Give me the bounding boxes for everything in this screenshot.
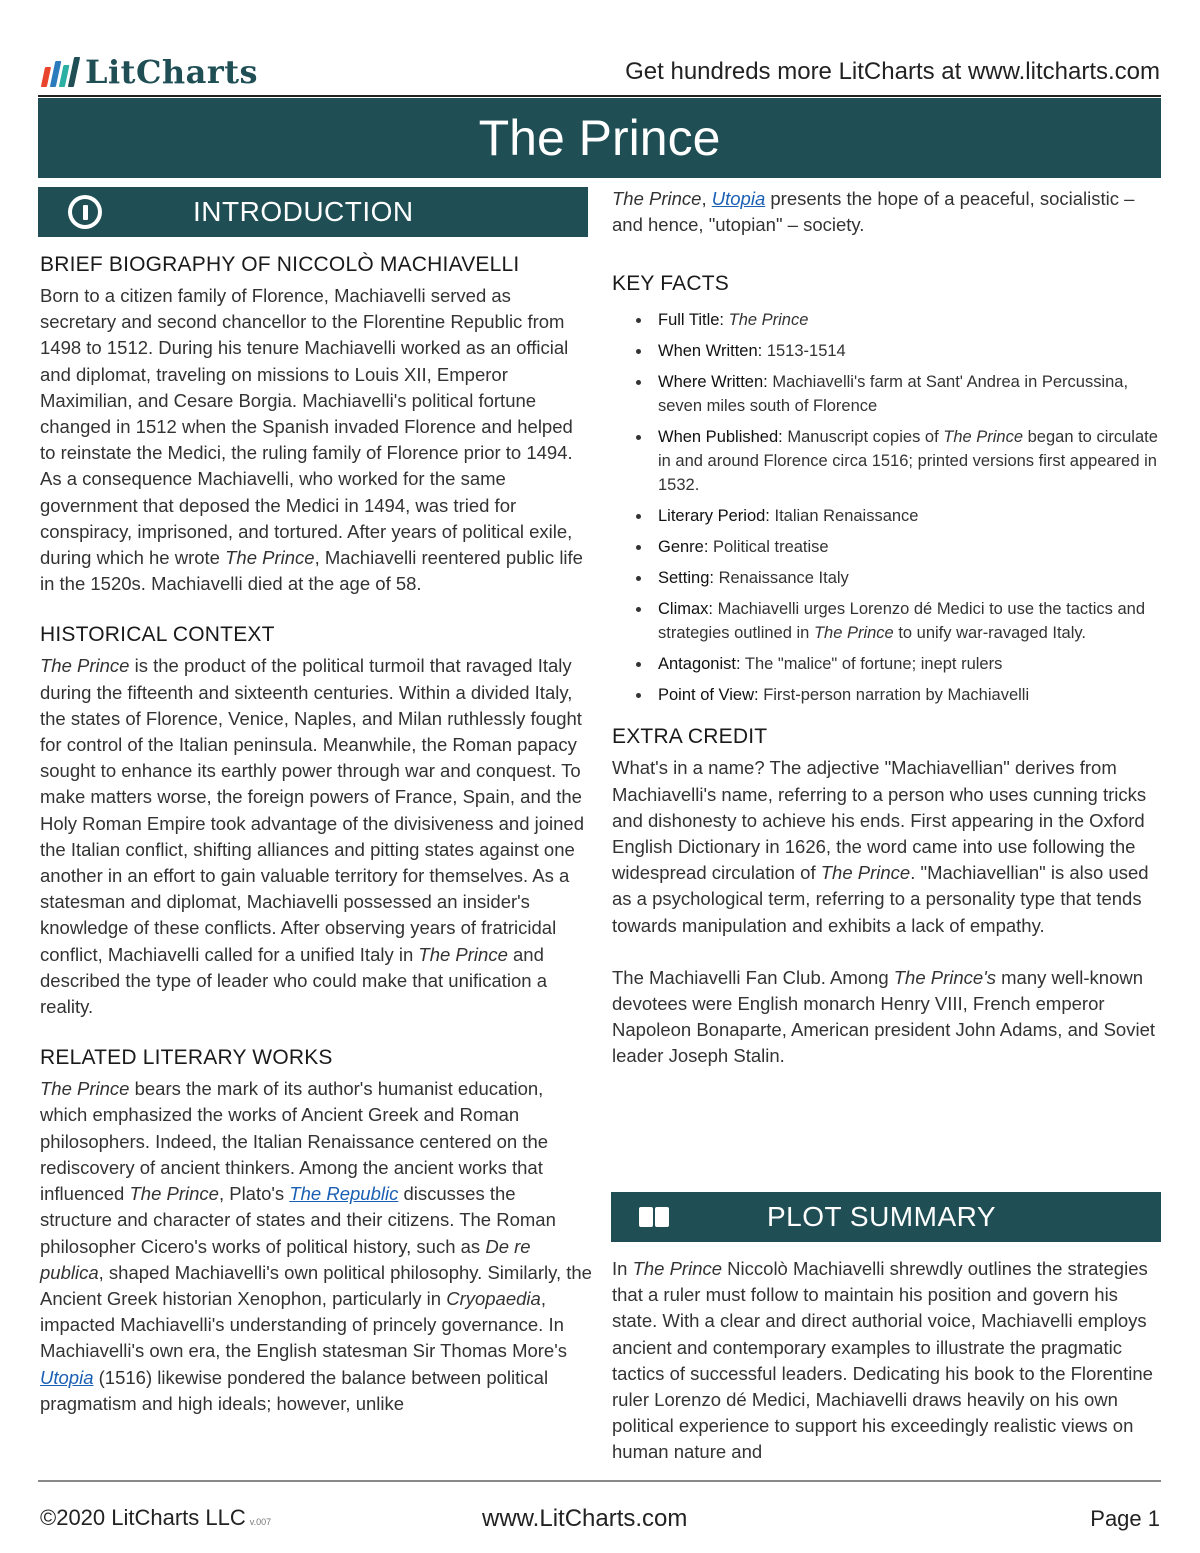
- litcharts-logo[interactable]: [44, 52, 258, 92]
- key-fact-item: Point of View: First-person narration by Machiavelli: [612, 683, 1164, 707]
- bio-paragraph: Born to a citizen family of Florence, Machiavelli served as secretary and second chancellor to the Florentine Republic from 1498 to 1512. During his tenure Machiavelli worked as an official and diplomat, traveling on missions to Louis XII, Emperor Maximilian, and Cesare Borgia. Machiavelli's political fortune changed in 1512 when the Spanish invaded Florence and helped to reinstate the Medici, the ruling family of Florence prior to 1494. As a consequence Machiavelli, who worked for the same government that deposed the Medici in 1494, was tried for conspiracy, imprisoned, and tortured. After years of political exile, during which he wrote The Prince, Machiavelli reentered public life in the 1520s. Machiavelli died at the age of 58.: [40, 285, 583, 595]
- plot-summary-banner: [611, 1192, 1161, 1242]
- header-divider: [38, 95, 1161, 97]
- brand-name: LitCharts: [85, 53, 259, 91]
- related-works-paragraph: The Prince bears the mark of its author's humanist education, which emphasized the works of Ancient Greek and Roman philosophers. Indeed, the Italian Renaissance centered on the rediscovery of ancient thinkers. Among the ancient works that influenced The Prince, Plato's The Republic discusses the structure and character of states and their citizens. The Roman philosopher Cicero's works of political history, such as De re publica, shaped Machiavelli's own political philosophy. Similarly, the Ancient Greek historian Xenophon, particularly in Cryopaedia, impacted Machiavelli's understanding of princely governance. In Machiavelli's own era, the English statesman Sir Thomas More's Utopia (1516) likewise pondered the balance between political pragmatism and high ideals; however, unlike: [40, 1078, 592, 1414]
- utopia-link-2[interactable]: Utopia: [711, 188, 766, 209]
- key-facts-list: [612, 308, 1164, 707]
- plot-summary-label: PLOT SUMMARY: [767, 1201, 997, 1232]
- plot-summary-text: [612, 1256, 1164, 1466]
- key-fact-item: Where Written: Machiavelli's farm at Sant' Andrea in Percussina, seven miles south of Florence: [612, 370, 1164, 418]
- utopia-link[interactable]: Utopia: [40, 1366, 94, 1388]
- historical-context-heading: HISTORICAL CONTEXT: [40, 623, 275, 647]
- key-fact-item: Literary Period: Italian Renaissance: [612, 504, 1164, 528]
- key-fact-item: Climax: Machiavelli urges Lorenzo dé Medici to use the tactics and strategies outlined in The Prince to unify war-ravaged Italy.: [612, 597, 1164, 645]
- introduction-label: INTRODUCTION: [193, 196, 414, 227]
- key-fact-item: Genre: Political treatise: [612, 535, 1164, 559]
- introduction-banner: [38, 187, 588, 237]
- key-facts-heading: KEY FACTS: [612, 272, 729, 296]
- info-icon: [68, 195, 102, 229]
- extra-credit-paragraph-2: The Machiavelli Fan Club. Among The Prince's many well-known devotees were English monarch Henry VIII, French emperor Napoleon Bonaparte, American president John Adams, and Soviet leader Joseph Stalin.: [612, 966, 1156, 1067]
- historical-context-paragraph: The Prince is the product of the political turmoil that ravaged Italy during the fifteenth and sixteenth centuries. Within a divided Italy, the states of Florence, Venice, Naples, and Milan ruthlessly fought for control of the Italian peninsula. Meanwhile, the Roman papacy sought to enhance its earthly power through war and conquest. To make matters worse, the foreign powers of France, Spain, and the Holy Roman Empire took advantage of the divisiveness and joined the Italian conflict, shifting alliances and pitting states against one another in an effort to gain valuable territory for themselves. As a statesman and diplomat, Machiavelli possessed an insider's knowledge of these conflicts. After observing years of fratricidal conflict, Machiavelli called for a unified Italy in The Prince and described the type of leader who could make that unification a reality.: [40, 655, 585, 1018]
- the-republic-link[interactable]: The Republic: [289, 1183, 399, 1205]
- header-tagline[interactable]: Get hundreds more LitCharts at www.litcharts.com: [625, 58, 1160, 85]
- key-fact-item: Antagonist: The "malice" of fortune; inept rulers: [612, 652, 1164, 676]
- key-fact-item: Full Title: The Prince: [612, 308, 1164, 332]
- page-title: The Prince: [478, 110, 721, 166]
- right-column: [612, 186, 1164, 1070]
- footer-site-link[interactable]: www.LitCharts.com: [482, 1505, 688, 1532]
- book-icon: [639, 1207, 669, 1227]
- plot-summary-paragraph: In The Prince Niccolò Machiavelli shrewdly outlines the strategies that a ruler must follow to maintain his position and govern his state. With a clear and direct authorial voice, Machiavelli employs ancient and contemporary examples to illustrate the pragmatic tactics of successful leaders. Dedicating his book to the Florentine ruler Lorenzo dé Medici, Machiavelli draws heavily on his own political experience to support his exceedingly realistic views on human nature and: [612, 1258, 1153, 1463]
- extra-credit-heading: EXTRA CREDIT: [612, 725, 768, 749]
- footer-divider: [38, 1480, 1161, 1482]
- title-banner: [38, 98, 1161, 178]
- footer-copyright: ©2020 LitCharts LLC v.007: [40, 1505, 272, 1530]
- key-fact-item: When Published: Manuscript copies of The Prince began to circulate in and around Florence circa 1516; printed versions first appeared in 1532.: [612, 425, 1164, 497]
- footer-page-number: Page 1: [1090, 1506, 1160, 1531]
- related-works-continued: The Prince, Utopia presents the hope of a peaceful, socialistic – and hence, "utopian" – society.: [612, 188, 1135, 236]
- related-works-heading: RELATED LITERARY WORKS: [40, 1046, 333, 1070]
- key-fact-item: When Written: 1513-1514: [612, 339, 1164, 363]
- extra-credit-paragraph-1: What's in a name? The adjective "Machiavellian" derives from Machiavelli's name, referring to a person who uses cunning tricks and dishonesty to achieve his ends. First appearing in the Oxford English Dictionary in 1626, the word came into use following the widespread circulation of The Prince. "Machiavellian" is also used as a psychological term, referring to a personality type that tends towards manipulation and exhibits a lack of empathy.: [612, 757, 1149, 936]
- logo-bars-icon: [41, 57, 80, 87]
- key-fact-item: Setting: Renaissance Italy: [612, 566, 1164, 590]
- bio-heading: BRIEF BIOGRAPHY OF NICCOLÒ MACHIAVELLI: [40, 253, 520, 276]
- left-column: [40, 253, 592, 1417]
